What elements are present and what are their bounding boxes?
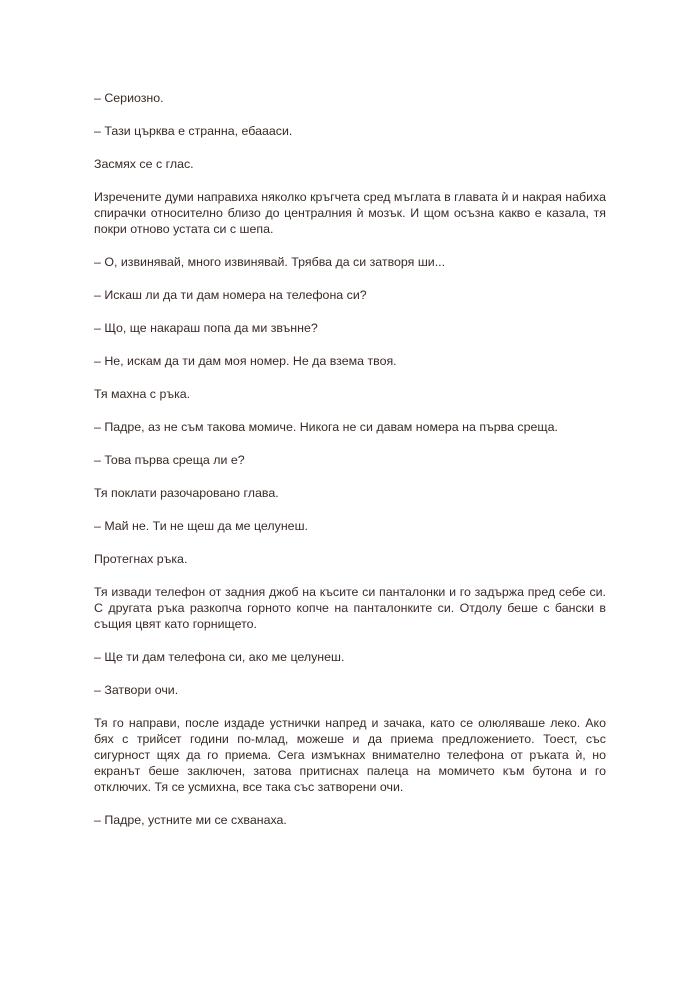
- paragraph: Тя поклати разочаровано глава.: [94, 486, 279, 500]
- paragraph: – Затвори очи.: [94, 683, 179, 697]
- paragraph: – Искаш ли да ти дам номера на телефона си?: [94, 288, 367, 302]
- paragraph: Тя извади телефон от задния джоб на късите си панталонки и го задържа пред себе си. С другата ръка разкопча горното копче на панталонките си. Отдолу беше с бански в същия цвят като горнището.: [94, 585, 606, 631]
- paragraph: – Това първа среща ли е?: [94, 453, 245, 467]
- paragraph: – Падре, аз не съм такова момиче. Никога не си давам номера на първа среща.: [94, 420, 558, 434]
- paragraph: – О, извинявай, много извинявай. Трябва да си затворя ши...: [94, 255, 446, 269]
- paragraph: – Ще ти дам телефона си, ако ме целунеш.: [94, 650, 345, 664]
- paragraph: Протегнах ръка.: [94, 552, 188, 566]
- paragraph: Тя махна с ръка.: [94, 387, 191, 401]
- paragraph: Изречените думи направиха няколко кръгчета сред мъглата в главата ѝ и накрая набиха спирачки относително близо до централния ѝ мозък. И щом осъзна какво е казала, тя покри отново устата си с шепа.: [94, 190, 606, 236]
- paragraph: – Що, ще накараш попа да ми звънне?: [94, 321, 318, 335]
- paragraph: Засмях се с глас.: [94, 157, 194, 171]
- document-text-body: [94, 90, 606, 845]
- paragraph: – Май не. Ти не щеш да ме целунеш.: [94, 519, 308, 533]
- paragraph: – Тази църква е странна, ебаааси.: [94, 124, 293, 138]
- paragraph: – Сериозно.: [94, 91, 164, 105]
- paragraph: – Падре, устните ми се схванаха.: [94, 813, 287, 827]
- paragraph: – Не, искам да ти дам моя номер. Не да взема твоя.: [94, 354, 397, 368]
- paragraph: Тя го направи, после издаде устнички напред и зачака, като се олюляваше леко. Ако бях с трийсет години по-млад, можеше и да приема предложението. Тоест, със сигурност щях да го приема. Сега измъкнах внимателно телефона от ръката ѝ, но екранът беше заключен, затова притиснах палеца на момичето към бутона и го отключих. Тя се усмихна, все така със затворени очи.: [94, 716, 606, 794]
